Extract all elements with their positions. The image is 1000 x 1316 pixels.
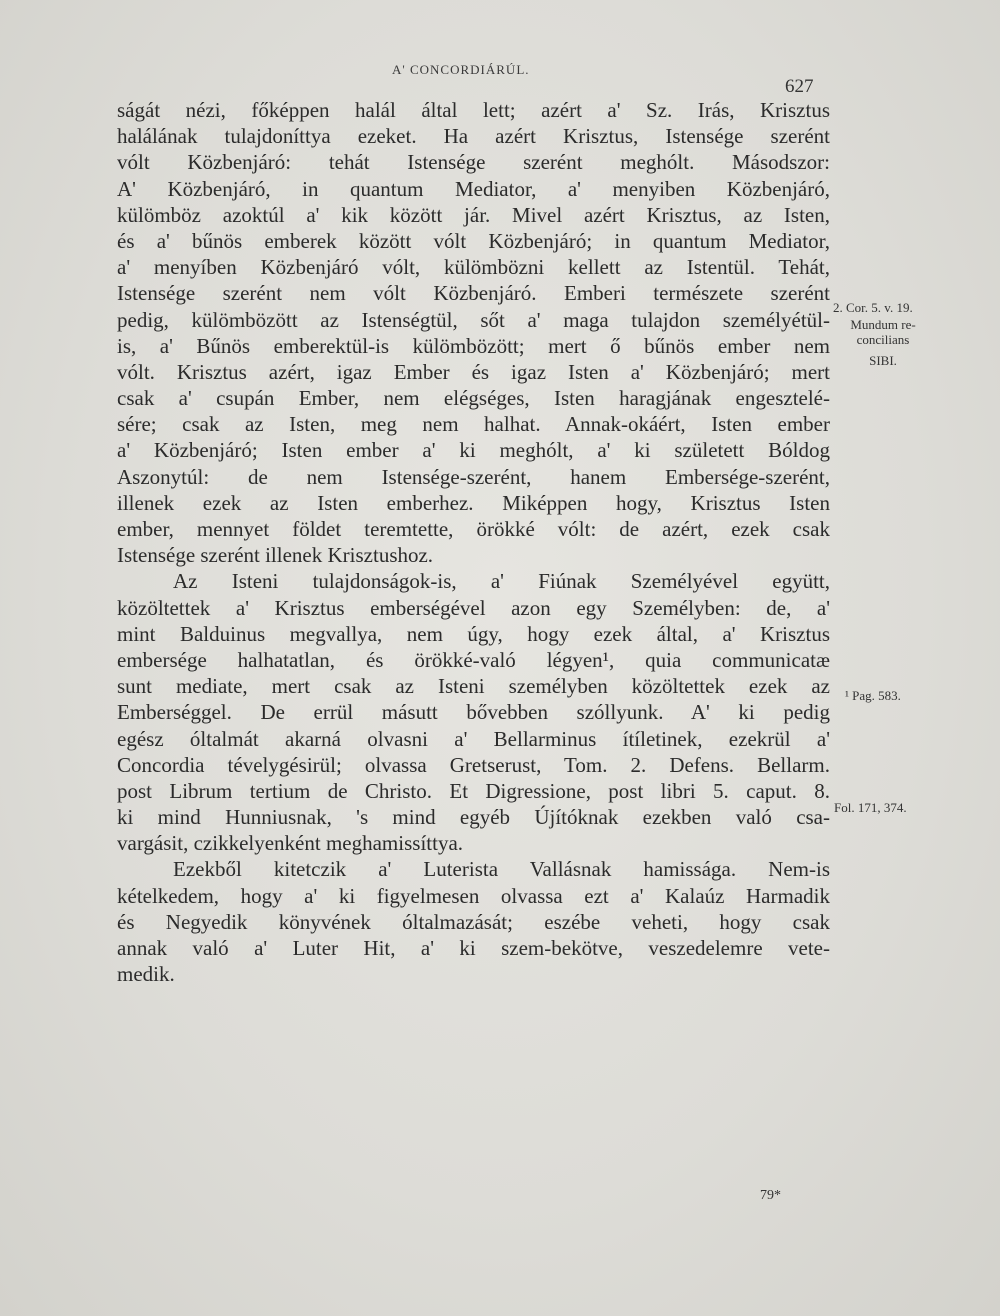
text-line: is, a' Bűnös emberektül-is külömbözött; mert ő bűnös ember nem (117, 333, 830, 358)
footnote-page-ref: ¹ Pag. 583. (845, 688, 901, 703)
text-line: embersége halhatatlan, és örökké-való légyen¹, quia communicatæ (117, 647, 830, 672)
text-line: ki mind Hunniusnak, 's mind egyéb Újítóknak ezekben való csa- (117, 805, 830, 830)
text-line: vargásit, czikkelyenként meghamissíttya. (117, 831, 464, 856)
text-line: Istensége szerént nem vólt Közbenjáró. Emberi természete szerént (117, 281, 830, 306)
text-line: illenek ezek az Isten emberhez. Miképpen hogy, Krisztus Isten (117, 490, 830, 515)
text-line: és a' bűnös emberek között vólt Közbenjáró; in quantum Mediator, (117, 228, 830, 253)
text-line: ságát nézi, főképpen halál által lett; azért a' Sz. Irás, Krisztus (117, 98, 830, 122)
text-line: közöltettek a' Krisztus emberségével azon egy Személyben: de, a' (117, 595, 830, 620)
text-line: sunt mediate, mert csak az Isteni személyben közöltettek ezek az (117, 674, 830, 699)
body-text (117, 97, 830, 987)
text-line: Ezekből kitetczik a' Luterista Vallásnak hamissága. Nem-is (173, 857, 830, 882)
text-line: medik. (117, 962, 175, 987)
text-line: kételkedem, hogy a' ki figyelmesen olvassa ezt a' Kalaúz Harmadik (117, 883, 830, 908)
text-line: ember, mennyet földet teremtette, örökké vólt: de azért, ezek csak (117, 517, 830, 541)
margin-note-latin-line: concilians (856, 332, 910, 347)
text-line: sére; csak az Isten, meg nem halhat. Annak-okáért, Isten ember (117, 412, 830, 437)
signature-mark: 79* (760, 1188, 781, 1203)
text-line: Istensége szerént illenek Krisztushoz. (117, 543, 434, 568)
text-line: pedig, külömbözött az Istenségtül, sőt a' maga tulajdon személyétül- (117, 307, 830, 332)
text-line: Concordia tévelygésirül; olvassa Gretserust, Tom. 2. Defens. Bellarm. (117, 752, 830, 777)
text-line: vólt Közbenjáró: tehát Istensége szerént meghólt. Másodszor: (117, 150, 830, 175)
text-line: Az Isteni tulajdonságok-is, a' Fiúnak Személyével együtt, (173, 569, 830, 594)
text-line: mint Balduinus megvallya, nem úgy, hogy ezek által, a' Krisztus (117, 621, 830, 646)
text-line: külömböz azoktúl a' kik között jár. Mivel azért Krisztus, az Isten, (117, 202, 830, 227)
margin-note-folio: Fol. 171, 374. (834, 800, 907, 815)
text-line: annak való a' Luter Hit, a' ki szem-bekötve, veszedelemre vete- (117, 936, 830, 960)
text-line: a' Közbenjáró; Isten ember a' ki meghólt, a' ki született Bóldog (117, 438, 830, 463)
margin-note-reference: 2. Cor. 5. v. 19. (833, 300, 913, 315)
margin-note-latin-line: Mundum re- (850, 317, 916, 332)
text-line: post Librum tertium de Christo. Et Digressione, post libri 5. caput. 8. (117, 778, 830, 803)
text-line: A' Közbenjáró, in quantum Mediator, a' menyiben Közbenjáró, (117, 176, 830, 201)
text-line: csak a' csupán Ember, nem elégséges, Isten haragjának engesztelé- (117, 386, 830, 411)
text-line: halálának tulajdoníttya ezeket. Ha azért Krisztus, Istensége szerént (117, 124, 830, 149)
margin-note-latin-line: SIBI. (869, 353, 897, 368)
text-line: egész óltalmát akarná olvasni a' Bellarminus ítíletinek, ezekrül a' (117, 726, 830, 751)
running-head: A' CONCORDIÁRÚL. (392, 62, 530, 77)
text-line: Emberséggel. De errül másutt bővebben szóllyunk. A' ki pedig (117, 700, 830, 725)
text-line: és Negyedik könyvének óltalmazását; eszébe veheti, hogy csak (117, 909, 830, 934)
page-number: 627 (785, 76, 814, 97)
text-line: a' menyíben Közbenjáró vólt, külömbözni kellett az Istentül. Tehát, (117, 255, 830, 280)
text-line: vólt. Krisztus azért, igaz Ember és igaz Isten a' Közbenjáró; mert (117, 359, 830, 384)
text-line: Aszonytúl: de nem Istensége-szerént, hanem Embersége-szerént, (117, 464, 830, 489)
margin-note-latin (833, 317, 933, 368)
